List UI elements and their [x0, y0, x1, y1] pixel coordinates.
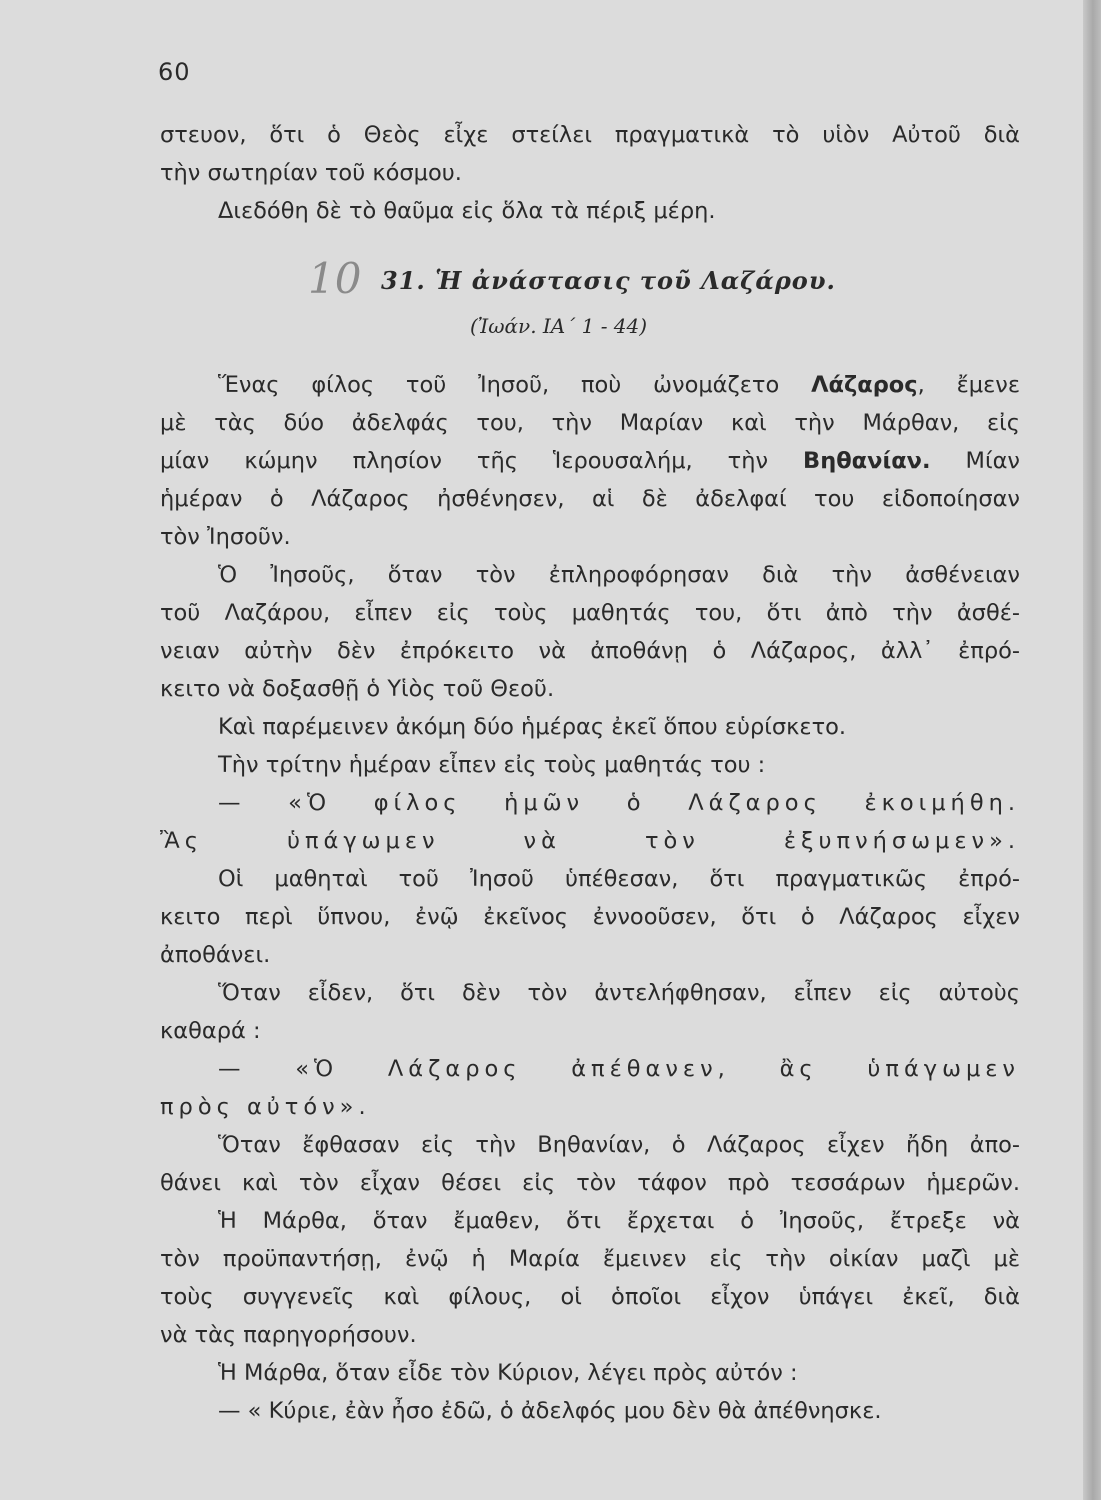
text-line: Καὶ παρέμεινεν ἀκόμη δύο ἡμέρας ἐκεῖ ὅπου εὑρίσκετο. [218, 714, 847, 740]
section-title: 31. Ἡ ἀνάστασις τοῦ Λαζάρου. [381, 266, 836, 295]
dialogue-line: Ἂς ὑπάγωμεν νὰ τὸν ἐξυπνήσωμεν». [160, 828, 1020, 854]
text-line: μίαν κώμην πλησίον τῆς Ἱερουσαλήμ, τὴν Βηθανίαν. Μίαν [160, 448, 1020, 474]
text-line: νὰ τὰς παρηγορήσουν. [160, 1322, 417, 1348]
text-line: Τὴν τρίτην ἡμέραν εἶπεν εἰς τοὺς μαθητάς του : [218, 752, 766, 778]
place-bethany: Βηθανίαν. [803, 448, 931, 474]
binding-edge [1083, 0, 1101, 1500]
text-line: τὸν Ἰησοῦν. [160, 524, 291, 550]
dialogue-line: — «Ὁ φίλος ἡμῶν ὁ Λάζαρος ἐκοιμήθη. [218, 790, 1020, 816]
text-line: Ἕνας φίλος τοῦ Ἰησοῦ, ποὺ ὠνομάζετο Λάζαρος, ἔμενε [218, 372, 1020, 398]
text-line: νειαν αὐτὴν δὲν ἐπρόκειτο νὰ ἀποθάνῃ ὁ Λάζαρος, ἀλλ᾽ ἐπρό- [160, 638, 1020, 664]
text-line: κειτο νὰ δοξασθῇ ὁ Υἱὸς τοῦ Θεοῦ. [160, 676, 555, 702]
pencil-annotation: 10 [308, 254, 362, 303]
text-line: τὴν σωτηρίαν τοῦ κόσμου. [160, 160, 462, 186]
page-number: 60 [158, 58, 191, 86]
text-line: θάνει καὶ τὸν εἶχαν θέσει εἰς τὸν τάφον πρὸ τεσσάρων ἡμερῶν. [160, 1170, 1020, 1196]
text-line: ἀποθάνει. [160, 942, 271, 968]
text-line: μὲ τὰς δύο ἀδελφάς του, τὴν Μαρίαν καὶ τὴν Μάρθαν, εἰς [160, 410, 1020, 436]
text-line: Ἡ Μάρθα, ὅταν εἶδε τὸν Κύριον, λέγει πρὸς αὐτόν : [218, 1360, 798, 1386]
text-line: Ὅταν ἔφθασαν εἰς τὴν Βηθανίαν, ὁ Λάζαρος εἶχεν ἤδη ἀπο- [218, 1132, 1020, 1158]
text-line: Διεδόθη δὲ τὸ θαῦμα εἰς ὅλα τὰ πέριξ μέρη. [218, 198, 716, 224]
body-text [160, 366, 1020, 1430]
text-line: στευον, ὅτι ὁ Θεὸς εἶχε στείλει πραγματικὰ τὸ υἱὸν Αὐτοῦ διὰ [160, 122, 1020, 148]
text-line: κειτο περὶ ὕπνου, ἐνῷ ἐκεῖνος ἐννοοῦσεν, ὅτι ὁ Λάζαρος εἶχεν [160, 904, 1020, 930]
text-line: Ὅταν εἶδεν, ὅτι δὲν τὸν ἀντελήφθησαν, εἶπεν εἰς αὐτοὺς [218, 980, 1020, 1006]
text-line: Ὁ Ἰησοῦς, ὅταν τὸν ἐπληροφόρησαν διὰ τὴν ἀσθένειαν [218, 562, 1020, 588]
text-line: καθαρά : [160, 1018, 261, 1044]
dialogue-line: — « Κύριε, ἐὰν ἦσο ἐδῶ, ὁ ἀδελφός μου δὲν θὰ ἀπέθνησκε. [218, 1398, 882, 1424]
text-line: τὸν προϋπαντήσῃ, ἐνῷ ἡ Μαρία ἔμεινεν εἰς τὴν οἰκίαν μαζὶ μὲ [160, 1246, 1020, 1272]
dialogue-line: — «Ὁ Λάζαρος ἀπέθανεν, ἂς ὑπάγωμεν [218, 1056, 1020, 1082]
text-line: τοῦ Λαζάρου, εἶπεν εἰς τοὺς μαθητάς του, ὅτι ἀπὸ τὴν ἀσθέ- [160, 600, 1020, 626]
intro-paragraph [160, 116, 1020, 230]
scripture-reference: (Ἰωάν. ΙΑ΄ 1 - 44) [470, 314, 648, 338]
text-line: Οἱ μαθηταὶ τοῦ Ἰησοῦ ὑπέθεσαν, ὅτι πραγματικῶς ἐπρό- [218, 866, 1020, 892]
name-lazaros: Λάζαρος [811, 372, 918, 398]
text-line: τοὺς συγγενεῖς καὶ φίλους, οἱ ὁποῖοι εἶχον ὑπάγει ἐκεῖ, διὰ [160, 1284, 1020, 1310]
text-line: ἡμέραν ὁ Λάζαρος ἠσθένησεν, αἱ δὲ ἀδελφαί του εἰδοποίησαν [160, 486, 1020, 512]
dialogue-line: πρὸς αὐτόν». [160, 1094, 371, 1120]
text-line: Ἡ Μάρθα, ὅταν ἔμαθεν, ὅτι ἔρχεται ὁ Ἰησοῦς, ἔτρεξε νὰ [218, 1208, 1020, 1234]
